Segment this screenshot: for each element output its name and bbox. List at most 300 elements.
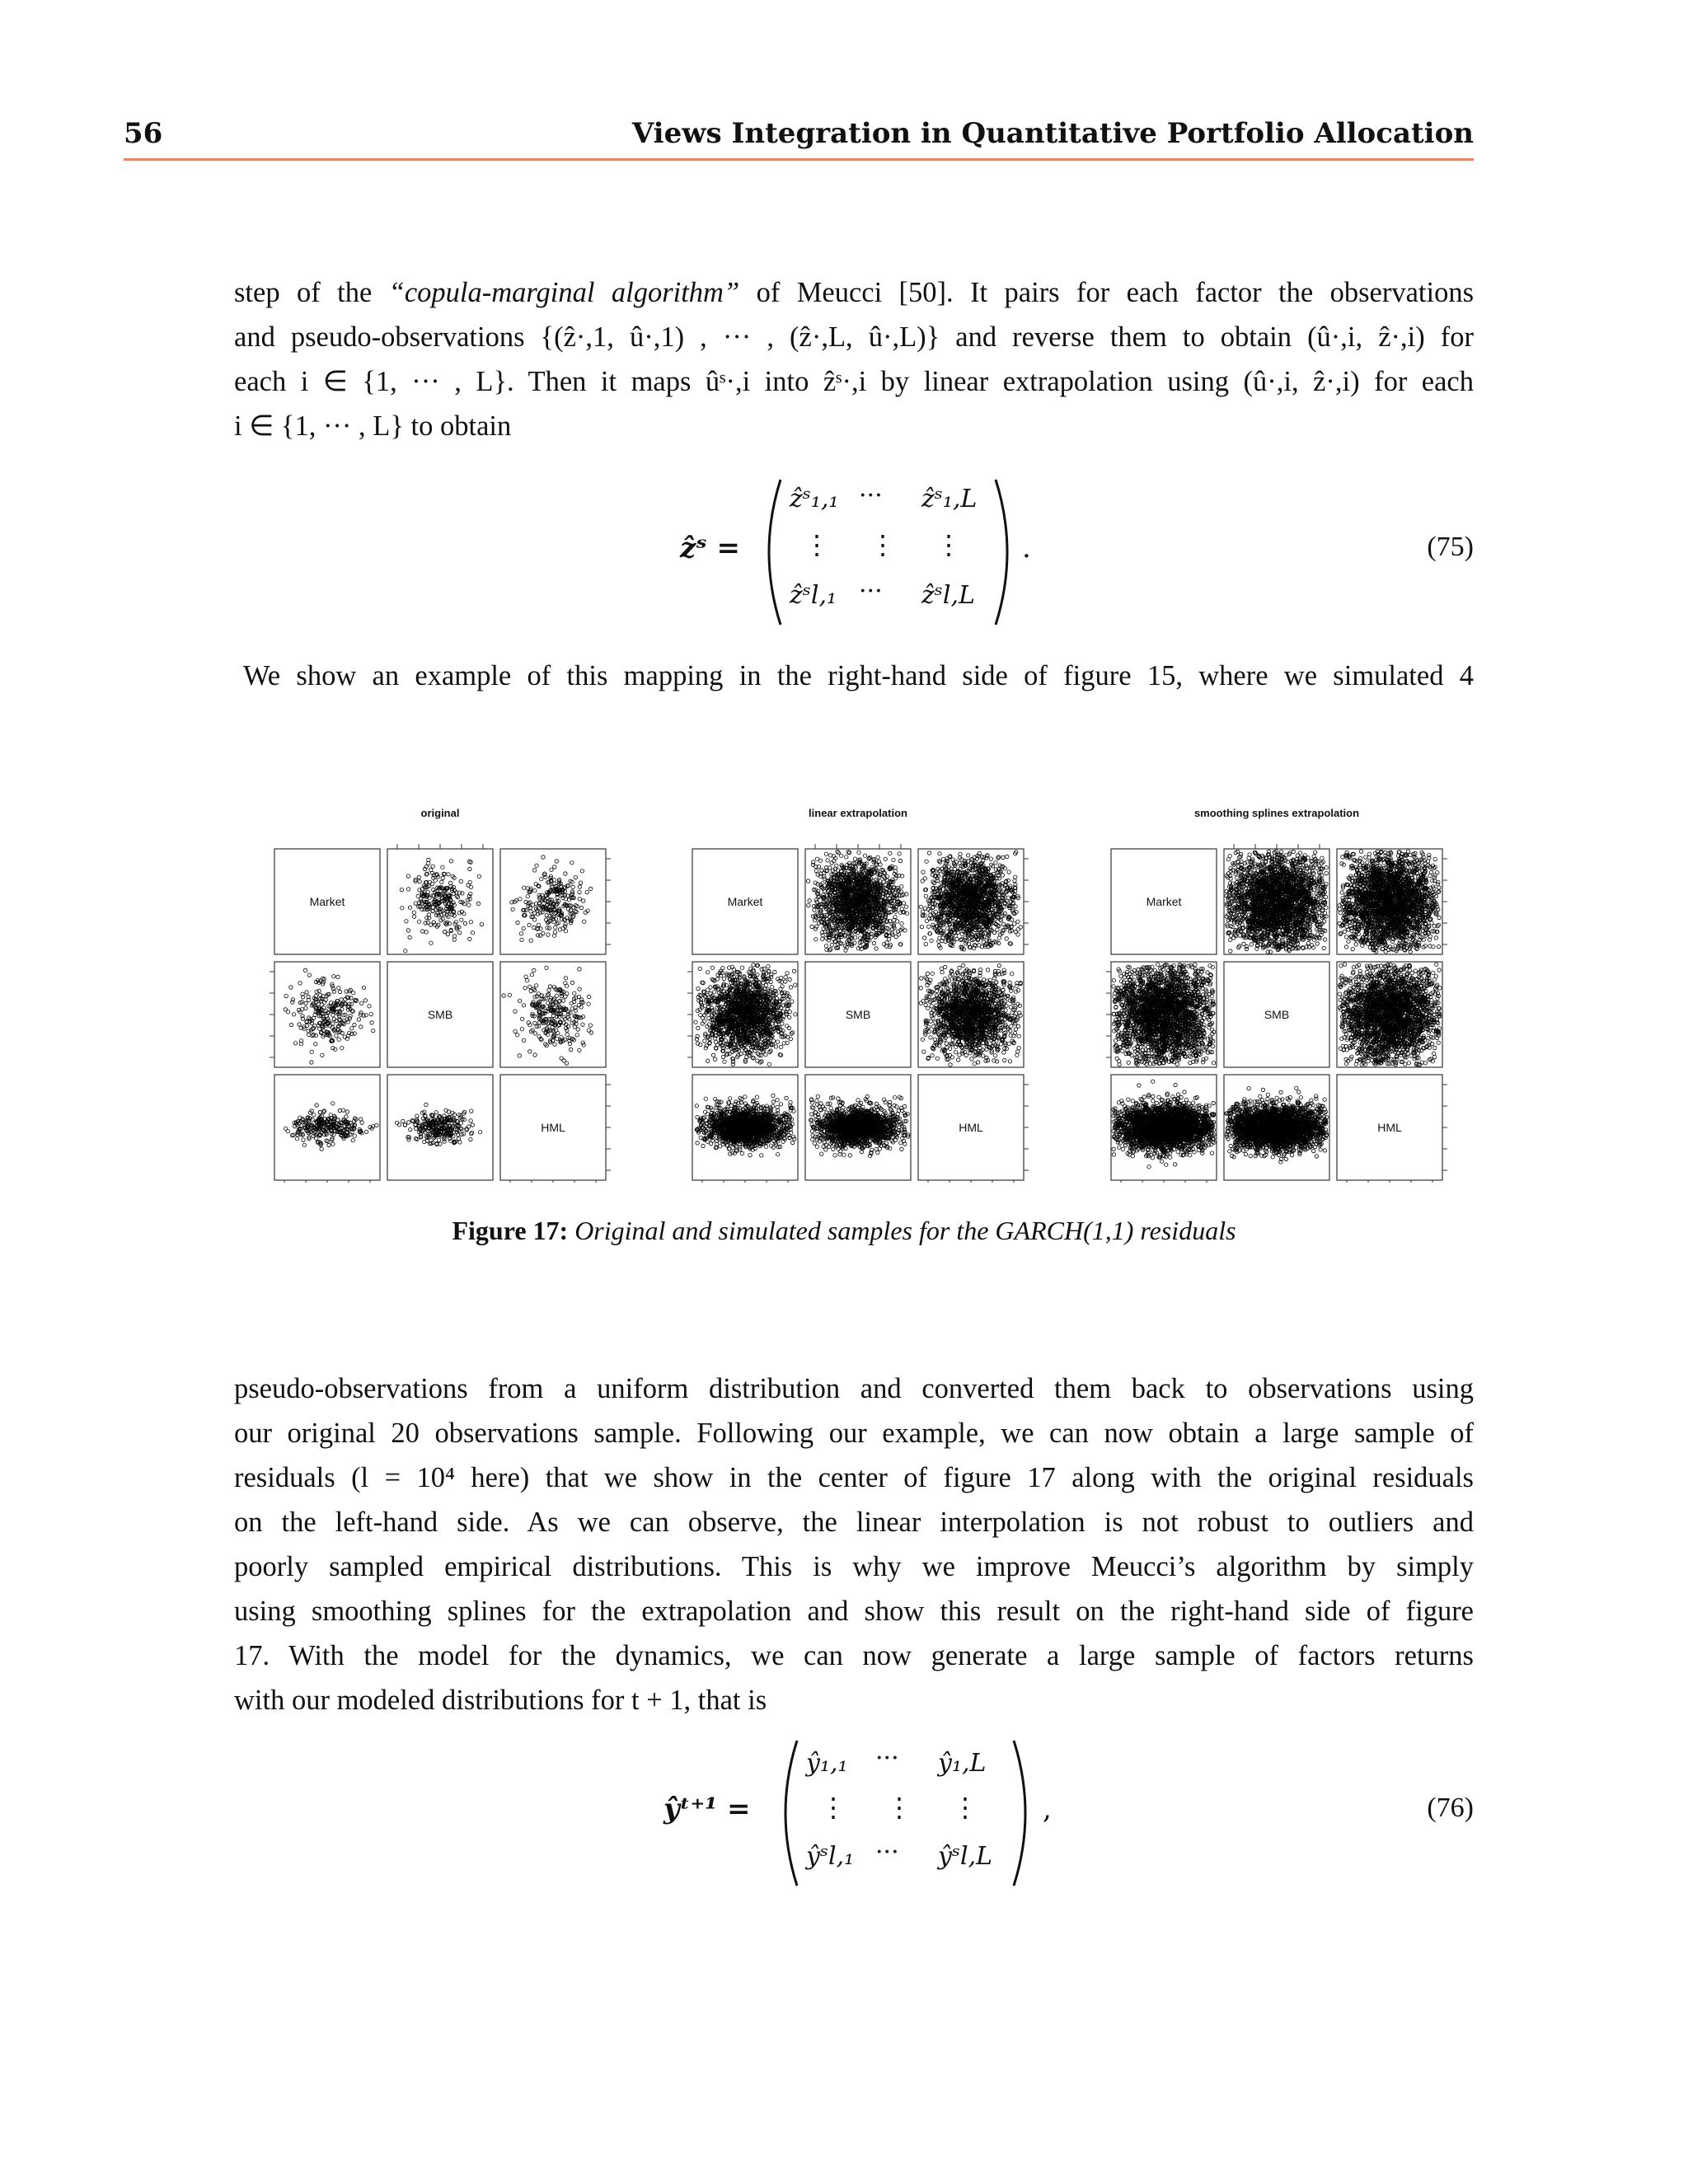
- data-point: [898, 852, 901, 855]
- data-point: [518, 898, 522, 901]
- data-point: [305, 1024, 308, 1027]
- data-point: [397, 1123, 401, 1127]
- data-point: [550, 868, 553, 871]
- data-point: [545, 966, 548, 969]
- data-point: [452, 938, 456, 941]
- data-point: [467, 903, 471, 907]
- data-point: [406, 888, 410, 891]
- data-point: [930, 916, 933, 920]
- algorithm-name: “copula-marginal algorithm”: [389, 277, 740, 308]
- data-point: [304, 1001, 307, 1005]
- data-point: [520, 1028, 523, 1031]
- data-point: [408, 906, 411, 909]
- data-point: [951, 858, 954, 861]
- diagonal-label: Market: [728, 895, 763, 908]
- data-point: [548, 985, 551, 988]
- data-point: [476, 902, 480, 905]
- data-point: [524, 975, 528, 978]
- data-point: [994, 861, 997, 865]
- eq75-cell: ẑˢ₁,₁: [790, 485, 839, 513]
- data-point: [579, 906, 583, 909]
- data-point: [840, 854, 843, 857]
- data-point: [554, 926, 557, 929]
- data-point: [565, 991, 569, 995]
- data-point: [573, 1025, 576, 1029]
- data-point: [337, 987, 340, 990]
- data-point: [814, 869, 818, 872]
- paragraph-2: We show an example of this mapping in the right-hand side of figure 15, where we simulated 4: [243, 654, 1474, 698]
- data-point: [418, 880, 421, 883]
- data-point: [469, 1137, 472, 1141]
- data-point: [470, 1109, 473, 1113]
- data-point: [286, 1010, 289, 1014]
- panel-title: linear extrapolation: [809, 807, 907, 819]
- data-point: [530, 973, 533, 977]
- data-point: [340, 998, 343, 1001]
- data-point: [886, 927, 889, 930]
- data-point: [973, 947, 976, 950]
- data-point: [892, 858, 895, 861]
- data-point: [927, 925, 931, 928]
- data-point: [820, 931, 823, 935]
- data-point: [353, 1134, 356, 1137]
- data-point: [360, 1001, 363, 1005]
- data-point: [575, 1033, 579, 1037]
- data-point: [830, 943, 833, 946]
- data-point: [898, 859, 902, 862]
- data-point: [327, 1143, 331, 1146]
- data-point: [814, 938, 818, 941]
- data-point: [570, 861, 574, 865]
- data-point: [528, 923, 531, 926]
- data-point: [830, 861, 833, 865]
- data-point: [443, 930, 447, 934]
- data-point: [581, 1015, 584, 1019]
- data-point: [513, 1010, 517, 1013]
- matrix-cell: [500, 962, 606, 1067]
- data-point: [368, 1005, 371, 1008]
- data-point: [573, 991, 576, 995]
- data-point: [337, 1038, 340, 1041]
- data-point: [516, 1033, 519, 1037]
- data-point: [340, 1047, 344, 1050]
- eq75-cell: ⋮: [935, 529, 962, 560]
- data-point: [785, 1024, 789, 1028]
- data-point: [406, 929, 410, 932]
- data-point: [587, 1029, 590, 1032]
- data-point: [1006, 896, 1010, 899]
- data-point: [556, 1031, 560, 1034]
- data-point: [375, 1123, 378, 1127]
- eq75-cell: ẑˢ₁,L: [921, 485, 977, 513]
- data-point: [305, 991, 308, 994]
- data-point: [420, 930, 424, 933]
- data-point: [332, 975, 335, 978]
- data-point: [321, 1053, 324, 1057]
- data-point: [832, 859, 836, 862]
- data-point: [529, 939, 532, 942]
- data-point: [574, 875, 577, 879]
- data-point: [921, 870, 925, 874]
- data-point: [547, 988, 551, 991]
- data-point: [570, 981, 574, 984]
- data-point: [448, 881, 452, 884]
- data-point: [561, 999, 565, 1002]
- data-point: [357, 1018, 360, 1021]
- data-point: [547, 992, 551, 996]
- data-point: [469, 921, 472, 924]
- equation-75: [0, 478, 1688, 626]
- data-point: [468, 867, 471, 870]
- data-point: [863, 854, 866, 857]
- data-point: [582, 899, 585, 902]
- data-point: [996, 928, 999, 931]
- scatterplot-matrices: [0, 787, 1688, 1183]
- data-point: [785, 1035, 789, 1038]
- data-point: [784, 976, 787, 979]
- data-point: [546, 1001, 550, 1005]
- data-point: [941, 857, 945, 860]
- data-point: [526, 895, 529, 898]
- data-point: [788, 977, 791, 981]
- data-point: [424, 930, 428, 934]
- data-point: [959, 852, 962, 855]
- data-point: [570, 1047, 573, 1051]
- data-point: [351, 1139, 354, 1142]
- data-point: [982, 940, 985, 944]
- data-point: [331, 1102, 335, 1105]
- data-point: [432, 1137, 435, 1140]
- data-point: [447, 873, 450, 876]
- data-point: [824, 852, 828, 855]
- data-point: [564, 922, 567, 926]
- eq75-cell: ẑˢl,₁: [790, 581, 837, 610]
- data-point: [291, 998, 294, 1001]
- data-point: [359, 1118, 363, 1121]
- data-point: [1014, 905, 1017, 908]
- data-point: [471, 931, 474, 935]
- data-point: [546, 933, 550, 936]
- data-point: [441, 876, 444, 879]
- data-point: [565, 1033, 569, 1036]
- data-point: [331, 1022, 335, 1025]
- data-point: [478, 1131, 481, 1134]
- eq75-cell: ···: [859, 577, 883, 606]
- data-point: [1013, 879, 1016, 882]
- data-point: [564, 977, 567, 980]
- data-point: [429, 923, 432, 926]
- data-point: [828, 866, 832, 869]
- data-point: [409, 1127, 412, 1131]
- data-point: [997, 936, 1001, 940]
- data-point: [417, 875, 420, 879]
- data-point: [824, 865, 828, 869]
- data-point: [900, 922, 903, 926]
- data-point: [845, 855, 848, 859]
- data-point: [535, 984, 538, 987]
- data-point: [440, 880, 443, 883]
- data-point: [458, 1141, 462, 1144]
- data-point: [579, 881, 582, 884]
- data-point: [578, 987, 581, 991]
- diagonal-label: SMB: [428, 1008, 452, 1021]
- data-point: [331, 1142, 335, 1146]
- data-point: [704, 1047, 707, 1050]
- data-point: [529, 910, 532, 913]
- data-point: [553, 930, 556, 934]
- data-point: [431, 865, 434, 868]
- data-point: [1014, 930, 1017, 933]
- data-point: [532, 926, 536, 929]
- data-point: [407, 1121, 410, 1124]
- data-point: [469, 1119, 472, 1122]
- page-number: 56: [124, 117, 162, 150]
- data-point: [578, 885, 581, 888]
- data-point: [518, 1054, 521, 1057]
- data-point: [401, 907, 404, 910]
- data-point: [315, 1104, 318, 1107]
- data-point: [416, 1120, 420, 1123]
- data-point: [542, 931, 545, 935]
- data-point: [298, 1023, 301, 1026]
- data-point: [349, 1015, 352, 1018]
- data-point: [562, 1059, 565, 1062]
- data-point: [848, 851, 851, 854]
- data-point: [459, 1122, 462, 1125]
- data-point: [429, 868, 433, 871]
- data-point: [415, 1114, 419, 1118]
- data-point: [810, 925, 814, 928]
- eq75-lhs: ẑˢ =: [680, 532, 740, 565]
- data-point: [341, 1108, 345, 1112]
- data-point: [920, 925, 923, 928]
- data-point: [293, 1042, 297, 1045]
- data-point: [526, 979, 529, 982]
- data-point: [449, 860, 452, 863]
- data-point: [582, 1043, 585, 1047]
- data-point: [937, 940, 940, 943]
- data-point: [449, 1139, 452, 1142]
- eq75-cell: ···: [859, 481, 883, 510]
- data-point: [919, 905, 922, 908]
- data-point: [523, 987, 527, 990]
- data-point: [523, 886, 526, 889]
- data-point: [893, 866, 897, 869]
- data-point: [415, 1137, 419, 1141]
- data-point: [533, 1053, 537, 1057]
- data-point: [338, 1108, 341, 1112]
- data-point: [540, 1038, 543, 1042]
- data-point: [1013, 922, 1016, 926]
- data-point: [542, 855, 545, 859]
- data-point: [576, 1028, 579, 1031]
- data-point: [364, 1130, 368, 1133]
- data-point: [1016, 920, 1020, 923]
- data-point: [417, 920, 420, 923]
- data-point: [412, 915, 415, 918]
- eq75-left-bracket: [754, 478, 787, 626]
- eq75-period: .: [1022, 532, 1031, 565]
- data-point: [372, 1029, 375, 1032]
- paragraph-1-line-3: each i ∈ {1, ··· , L}. Then it maps ûˢ·,i into ẑˢ·,i by linear extrapolation using (û·,i, ẑ·,i) for each: [234, 359, 1474, 404]
- data-point: [992, 930, 996, 934]
- data-point: [587, 995, 590, 998]
- data-point: [818, 859, 822, 862]
- data-point: [412, 911, 415, 914]
- data-point: [806, 879, 809, 883]
- diagonal-label: Market: [310, 895, 345, 908]
- data-point: [460, 918, 463, 921]
- data-point: [522, 1038, 525, 1042]
- data-point: [578, 968, 581, 971]
- data-point: [532, 968, 536, 972]
- data-point: [349, 996, 353, 1000]
- data-point: [405, 920, 408, 923]
- data-point: [519, 932, 523, 935]
- data-point: [578, 1048, 581, 1052]
- data-point: [540, 878, 543, 881]
- data-point: [302, 1138, 305, 1141]
- data-point: [414, 902, 417, 905]
- data-point: [959, 938, 963, 941]
- eq75-right-bracket: [989, 478, 1022, 626]
- data-point: [528, 1050, 532, 1053]
- data-point: [468, 880, 471, 883]
- data-point: [996, 856, 1000, 860]
- data-point: [807, 903, 810, 907]
- data-point: [406, 874, 410, 878]
- data-point: [876, 855, 879, 859]
- data-point: [516, 921, 519, 924]
- data-point: [821, 934, 824, 937]
- data-point: [767, 1062, 771, 1066]
- eq75-cell: ⋮: [804, 529, 830, 560]
- data-point: [286, 1130, 289, 1133]
- data-point: [452, 935, 456, 938]
- data-point: [335, 1034, 338, 1038]
- running-title: Views Integration in Quantitative Portfolio Allocation: [632, 117, 1474, 150]
- data-point: [578, 890, 581, 893]
- data-point: [921, 879, 924, 883]
- data-point: [318, 1110, 321, 1113]
- data-point: [563, 918, 566, 921]
- data-point: [555, 860, 558, 863]
- data-point: [835, 864, 838, 867]
- diagonal-label: HML: [541, 1121, 565, 1134]
- data-point: [580, 869, 584, 873]
- data-point: [350, 1130, 354, 1133]
- data-point: [938, 852, 941, 855]
- data-point: [553, 1043, 556, 1046]
- data-point: [930, 939, 933, 942]
- data-point: [857, 851, 860, 854]
- data-point: [878, 879, 881, 883]
- data-point: [315, 990, 318, 993]
- data-point: [535, 864, 538, 867]
- data-point: [320, 1147, 323, 1151]
- data-point: [336, 975, 340, 978]
- data-point: [289, 1023, 293, 1026]
- data-point: [989, 857, 992, 860]
- data-point: [812, 904, 815, 907]
- data-point: [884, 857, 887, 860]
- data-point: [578, 898, 581, 901]
- data-point: [565, 1029, 569, 1032]
- data-point: [363, 999, 367, 1002]
- data-point: [457, 1137, 460, 1140]
- data-point: [502, 994, 505, 997]
- data-point: [469, 885, 472, 888]
- paragraph-1-line-1: step of the “copula-marginal algorithm” of Meucci [50]. It pairs for each factor the observations: [234, 270, 1474, 315]
- data-point: [1007, 870, 1010, 874]
- data-point: [927, 851, 931, 855]
- data-point: [533, 1032, 537, 1035]
- data-point: [925, 860, 928, 863]
- data-point: [310, 1050, 313, 1053]
- data-point: [544, 996, 547, 1000]
- data-point: [430, 882, 434, 885]
- data-point: [813, 908, 816, 912]
- data-point: [338, 990, 341, 993]
- data-point: [511, 907, 514, 911]
- data-point: [894, 935, 898, 938]
- paragraph-1-line-4: i ∈ {1, ··· , L} to obtain: [234, 404, 1474, 448]
- data-point: [564, 930, 567, 933]
- data-point: [895, 920, 898, 923]
- data-point: [824, 944, 828, 948]
- data-point: [437, 1138, 440, 1141]
- data-point: [923, 936, 926, 940]
- data-point: [973, 943, 976, 946]
- figure-17: [0, 787, 1688, 1183]
- data-point: [303, 968, 307, 972]
- data-point: [369, 1012, 373, 1015]
- data-point: [571, 885, 574, 888]
- data-point: [467, 1125, 471, 1128]
- data-point: [414, 1127, 417, 1130]
- data-point: [1019, 926, 1022, 929]
- data-point: [713, 991, 716, 994]
- data-point: [434, 879, 437, 882]
- data-point: [314, 1043, 317, 1046]
- data-point: [518, 999, 521, 1002]
- data-point: [564, 872, 567, 875]
- data-point: [304, 1006, 307, 1010]
- data-point: [298, 982, 302, 985]
- data-point: [463, 921, 467, 925]
- data-point: [528, 985, 532, 988]
- data-point: [346, 1020, 349, 1024]
- data-point: [553, 934, 556, 937]
- data-point: [420, 898, 423, 901]
- data-point: [588, 1024, 592, 1027]
- data-point: [589, 887, 593, 890]
- data-point: [513, 1029, 517, 1033]
- data-point: [468, 937, 471, 940]
- data-point: [947, 865, 950, 869]
- data-point: [585, 890, 588, 893]
- data-point: [350, 1027, 354, 1030]
- data-point: [1005, 937, 1008, 940]
- data-point: [310, 1061, 313, 1064]
- data-point: [522, 926, 525, 930]
- data-point: [925, 919, 928, 922]
- data-point: [400, 888, 403, 891]
- data-point: [520, 938, 523, 941]
- data-point: [872, 941, 875, 944]
- data-point: [1001, 922, 1005, 926]
- data-point: [458, 930, 462, 934]
